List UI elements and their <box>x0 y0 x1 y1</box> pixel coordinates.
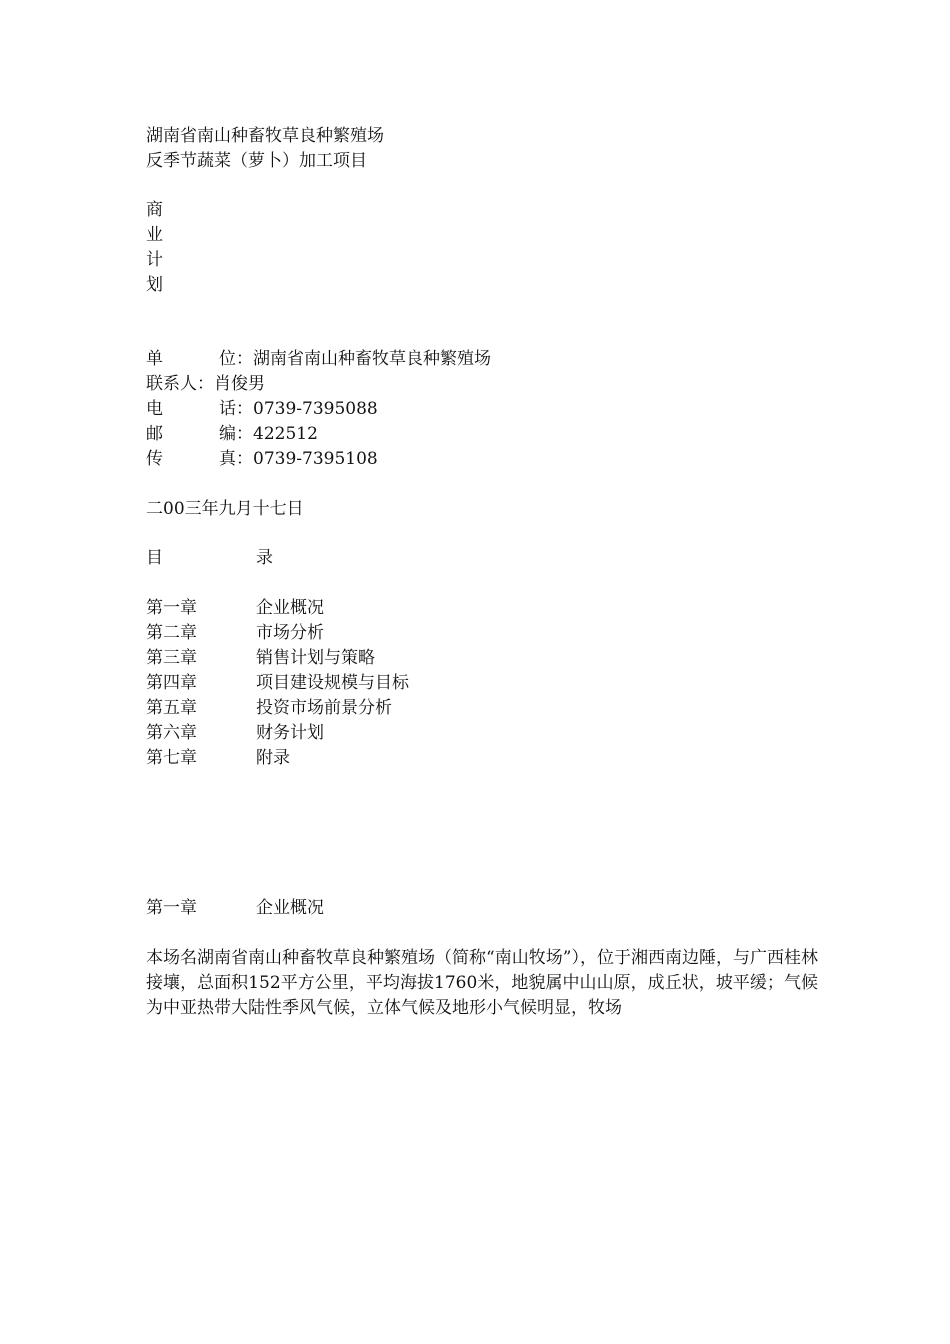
contact-label <box>146 447 236 472</box>
toc-item <box>146 671 409 696</box>
toc-chapter-number: 第五章 <box>146 698 197 718</box>
toc-chapter-name: 企业概况 <box>256 598 324 618</box>
contact-info <box>146 347 491 472</box>
contact-label-char: 邮 <box>146 424 163 444</box>
contact-value: ：0739-7395108 <box>236 449 378 469</box>
toc-heading-char: 目 <box>146 548 163 568</box>
contact-label <box>146 397 236 422</box>
toc-heading <box>146 546 273 571</box>
contact-value: ：湖南省南山种畜牧草良种繁殖场 <box>236 349 491 369</box>
contact-label <box>146 347 236 372</box>
toc-chapter-name: 财务计划 <box>256 723 324 743</box>
contact-row-unit <box>146 347 491 372</box>
contact-label-char: 话 <box>219 399 236 419</box>
toc-list <box>146 596 409 771</box>
contact-label-char: 传 <box>146 449 163 469</box>
vertical-char: 划 <box>146 275 163 295</box>
toc-item <box>146 746 409 771</box>
toc-item <box>146 696 409 721</box>
vertical-char: 业 <box>146 225 163 245</box>
toc-item <box>146 721 409 746</box>
vertical-title <box>146 198 163 298</box>
toc-item <box>146 596 409 621</box>
contact-row-postcode <box>146 422 491 447</box>
contact-row-person <box>146 372 491 397</box>
toc-item <box>146 646 409 671</box>
contact-label-char: 真 <box>219 449 236 469</box>
toc-chapter-name: 附录 <box>256 748 290 768</box>
vertical-char: 商 <box>146 200 163 220</box>
toc-chapter-number: 第六章 <box>146 723 197 743</box>
toc-item <box>146 621 409 646</box>
toc-chapter-number: 第三章 <box>146 648 197 668</box>
chapter-number: 第一章 <box>146 898 197 918</box>
vertical-char: 计 <box>146 250 163 270</box>
contact-label-char: 编 <box>219 424 236 444</box>
toc-chapter-name: 项目建设规模与目标 <box>256 673 409 693</box>
toc-chapter-name: 市场分析 <box>256 623 324 643</box>
document-title <box>146 124 384 174</box>
toc-chapter-number: 第一章 <box>146 598 197 618</box>
chapter-body-paragraph: 本场名湖南省南山种畜牧草良种繁殖场（简称“南山牧场”），位于湘西南边陲，与广西桂林接壤，总面积152平方公里，平均海拔1760米，地貌属中山山原，成丘状，坡平缓；气候为中亚热带大陆性季风气候，立体气候及地形小气候明显，牧场 <box>146 948 818 1018</box>
contact-value: ：422512 <box>236 424 318 444</box>
contact-label-char: 单 <box>146 349 163 369</box>
toc-chapter-number: 第二章 <box>146 623 197 643</box>
contact-label <box>146 422 236 447</box>
toc-chapter-name: 投资市场前景分析 <box>256 698 392 718</box>
toc-heading-char: 录 <box>256 548 273 568</box>
contact-label-char: 电 <box>146 399 163 419</box>
chapter-name: 企业概况 <box>256 898 324 918</box>
contact-label-char: 位 <box>219 349 236 369</box>
contact-row-phone <box>146 397 491 422</box>
document-date: 二00三年九月十七日 <box>146 499 304 519</box>
contact-value: ：肖俊男 <box>197 374 265 394</box>
toc-chapter-number: 第七章 <box>146 748 197 768</box>
toc-chapter-name: 销售计划与策略 <box>256 648 375 668</box>
contact-label: 联系人 <box>146 374 197 394</box>
toc-chapter-number: 第四章 <box>146 673 197 693</box>
title-line-1: 湖南省南山种畜牧草良种繁殖场 <box>146 126 384 146</box>
contact-value: ：0739-7395088 <box>236 399 378 419</box>
chapter-heading <box>146 896 324 921</box>
contact-row-fax <box>146 447 491 472</box>
title-line-2: 反季节蔬菜（萝卜）加工项目 <box>146 151 367 171</box>
